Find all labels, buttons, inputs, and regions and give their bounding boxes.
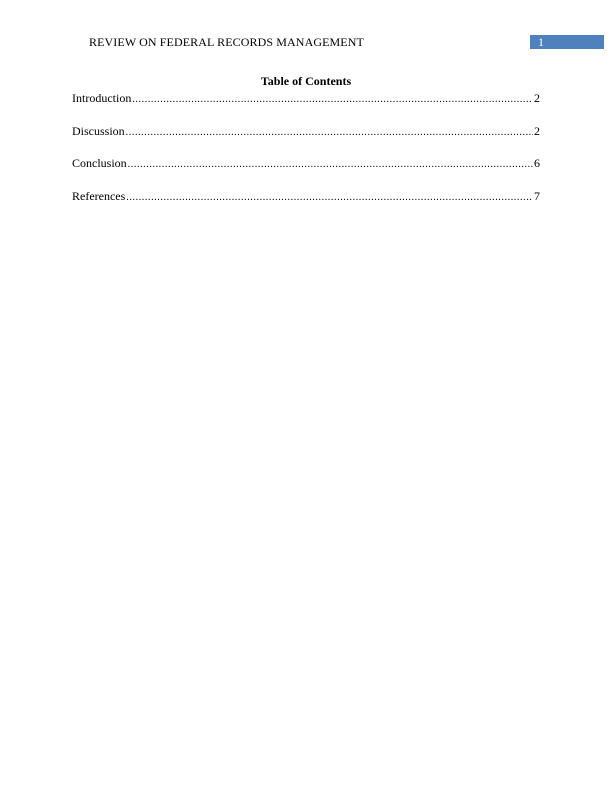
running-head: REVIEW ON FEDERAL RECORDS MANAGEMENT [89, 35, 364, 49]
toc-entry-page: 2 [534, 123, 540, 138]
toc-entry-label: Conclusion [72, 156, 127, 170]
toc-entry-label: Discussion [72, 123, 125, 138]
toc-entry-introduction[interactable] [72, 91, 540, 105]
toc-entry-page: 6 [534, 156, 540, 170]
toc-entry-page: 7 [534, 188, 540, 203]
toc-dot-leader [126, 126, 533, 140]
toc-dot-leader [128, 158, 533, 172]
toc-entry-discussion[interactable] [72, 124, 540, 138]
toc-entry-references[interactable] [72, 189, 540, 203]
page-number: 1 [538, 35, 544, 49]
toc-dot-leader [132, 93, 533, 107]
toc-entry-label: Introduction [72, 91, 132, 105]
toc-entry-page: 2 [534, 91, 540, 105]
toc-dot-leader [126, 191, 533, 205]
page-number-box [530, 35, 604, 49]
toc-list [72, 91, 540, 221]
toc-title: Table of Contents [260, 74, 352, 88]
toc-entry-label: References [72, 188, 126, 203]
toc-entry-conclusion[interactable] [72, 156, 540, 170]
